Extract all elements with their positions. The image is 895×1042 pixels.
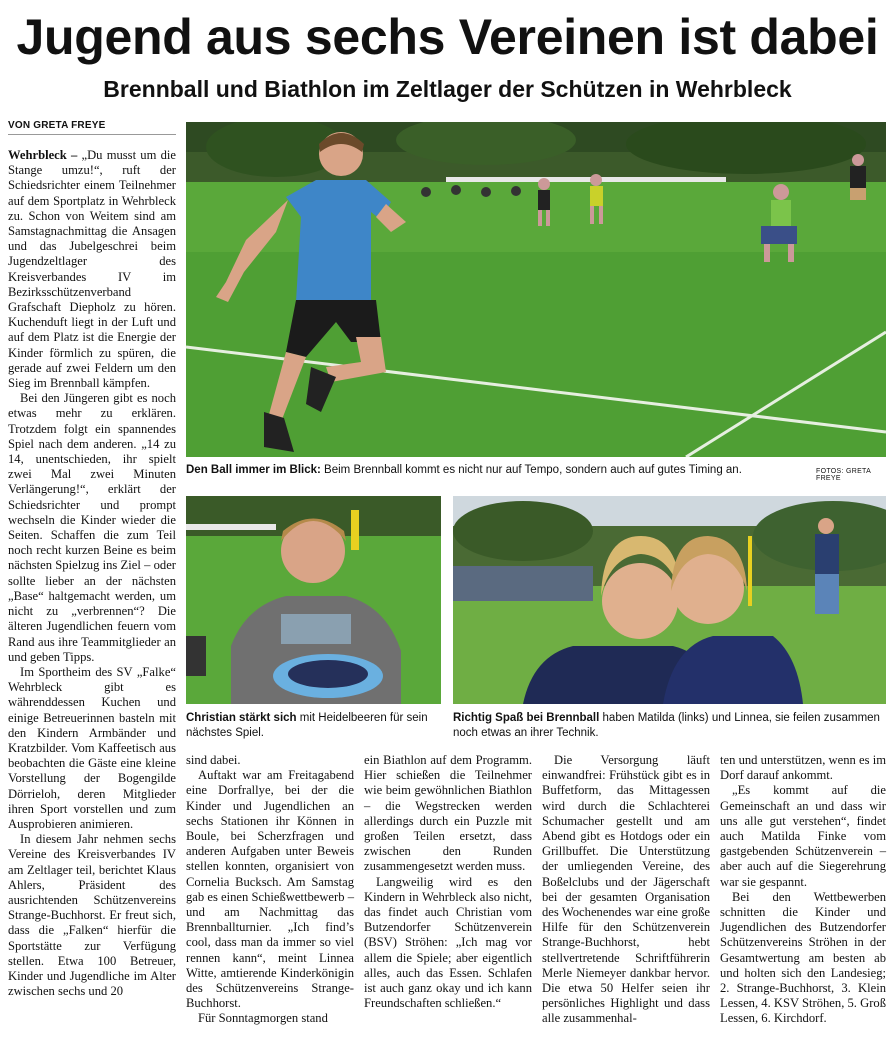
main-photo: [186, 122, 886, 457]
christian-photo-caption: [186, 711, 441, 741]
girls-caption-bold: Richtig Spaß bei Brennball: [453, 712, 600, 724]
paragraph: Bei den Jüngeren gibt es noch etwas mehr zu erklären. Trotzdem folgt ein spannendes Spiel nach dem anderen. „14 zu 14, unentschieden, ihr spielt zwei Mal zwei Minuten Verlängerung!“, erklärt der Schiedsrichter und prompt wechseln die Kinder wieder die Seiten. Schaffen die zum Teil noch recht kurzen Beine es beim nächsten Spielzug ins Ziel – oder sollte lieber an der nächsten „Base“ haltgemacht werden, um nicht zu „verbrennen“? Die älteren Jugendlichen feuern vom Rand aus ihre Teammitglieder an und geben Tipps.: [8, 391, 176, 664]
girls-caption-text: haben Matilda (links) und Linnea, sie feilen zusammen noch etwas an ihrer Technik.: [453, 712, 880, 739]
christian-caption-text: mit Heidelbeeren für sein nächstes Spiel.: [186, 712, 428, 739]
christian-caption-bold: Christian stärkt sich: [186, 712, 297, 724]
main-caption-bold: Den Ball immer im Blick:: [186, 464, 321, 476]
headline: Jugend aus sechs Vereinen ist dabei: [16, 9, 879, 65]
paragraph: „Es kommt auf die Gemeinschaft an und dass wir uns alle gut verstehen“, findet auch Matilda Finke vom gastgebenden Schützenverein – aber auch auf die Siegerehrung war sie gespannt.: [720, 783, 886, 889]
paragraph: [8, 148, 176, 391]
article-column-5: [720, 753, 886, 1027]
article-column-2: [186, 753, 354, 1027]
main-photo-caption: [186, 463, 826, 478]
paragraph: Langweilig wird es den Kindern in Wehrbleck also nicht, das findet auch Christian vom Butzendorfer Schützenverein (BSV) Ströhen: „Ich mag vor allem die Spiele; aber eigentlich alles, auch das Essen. Schlafen ist auch ganz okay und ich kann Freundschaften schließen.“: [364, 874, 532, 1011]
dateline: Wehrbleck –: [8, 148, 78, 162]
byline: VON GRETA FREYE: [8, 120, 176, 135]
article-column-1: [8, 148, 176, 999]
paragraph: Auftakt war am Freitagabend eine Dorfrallye, bei der die Kinder und Jugendlichen an sechs Stationen ihr Können in Boule, bei Scherzfragen und anderen Aufgaben unter Beweis stellen konnten, organisiert von Cornelia Bucksch. Am Samstag gab es einen Schießwettbewerb – und am Nachmittag das Brennballturnier. „Ich find’s cool, dass man da immer so viel rennen kann“, meint Linnea Witte, amtierende Kinderkönigin des Schützenvereins Strange-Buchhorst.: [186, 768, 354, 1011]
paragraph: In diesem Jahr nehmen sechs Vereine des Kreisverbandes IV am Zeltlager teil, berichtet Klaus Ahlers, Präsident des ausrichtenden Schützenvereins Strange-Buchhorst. Er freut sich, dass die „Falken“ hierfür die Sportstätte zur Verfügung stellen. Etwa 100 Betreuer, Kinder und Jugendliche im Alter zwischen sechs und 20: [8, 832, 176, 999]
main-caption-text: Beim Brennball kommt es nicht nur auf Tempo, sondern auch auf gutes Timing an.: [320, 464, 742, 476]
article-column-3: [364, 753, 532, 1011]
subheadline: Brennball und Biathlon im Zeltlager der Schützen in Wehrbleck: [103, 76, 792, 102]
paragraph: ten und unterstützen, wenn es im Dorf darauf ankommt.: [720, 753, 886, 783]
paragraph: Im Sportheim des SV „Falke“ Wehrbleck gibt es währenddessen Kuchen und einige Betreuerinnen basteln mit den Kindern Armbänder und Kratzbilder. Vom Kaffeetisch aus beobachten die Gäste eine kleine Vorstellung der Bogengilde Dörrieloh, deren Mitglieder ihren Sport vorstellen und zum Ausprobieren animieren.: [8, 664, 176, 831]
christian-photo: [186, 496, 441, 704]
article-column-4: [542, 753, 710, 1027]
paragraph: sind dabei.: [186, 753, 241, 767]
girls-photo: [453, 496, 886, 704]
girls-photo-caption: [453, 711, 886, 741]
paragraph: Für Sonntagmorgen stand: [198, 1011, 328, 1026]
paragraph: Bei den Wettbewerben schnitten die Kinder und Jugendlichen des Butzendorfer Schützenvereins Ströhen in der Gesamtwertung am besten ab und holten sich den Landesieg; 2. Strange-Buchhorst, 3. Klein Lessen, 4. KSV Ströhen, 5. Groß Lessen, 6. Kirchdorf.: [720, 889, 886, 1026]
paragraph: Die Versorgung läuft einwandfrei: Frühstück gibt es in Buffetform, das Mittagessen wird durch die Schlachterei Schumacher gestellt und am Abend gibt es Hotdogs oder ein Grillbuffet. Die Unterstützung der umliegenden Vereine, des Boßelclubs und der Jägerschaft bei der gesamten Organisation des Wochenendes war eine große Hilfe für den Schützenverein Strange-Buchhorst, hebt stellvertretende Schriftführerin Merle Niemeyer dankbar hervor. Die etwa 50 Helfer seien ihr persönliches Highlight und dass alle zusammenhal-: [542, 753, 710, 1026]
photo-credit: FOTOS: GRETA FREYE: [816, 468, 871, 482]
paragraph-text: „Du musst um die Stange umzu!“, ruft der Schiedsrichter einem Teilnehmer auf dem Sportplatz in Wehrbleck zu. Schon von Weitem sind am Samstagnachmittag die Ansagen und das Jubelgeschrei beim Jugendzeltlager des Kreisverbandes IV im Bezirksschützenverband Grafschaft Diepholz zu hören. Kuchenduft liegt in der Luft und auf dem Platz ist die Energie der Kinder förmlich zu spüren, die gerade auf zwei Feldern um den Sieg im Brennball kämpfen.: [8, 148, 176, 391]
paragraph: ein Biathlon auf dem Programm. Hier schießen die Teilnehmer wie beim gewöhnlichen Biathlon – die Wegstrecken werden allerdings durch ein Puzzle mit großen Teilen ersetzt, dass zwischen den Runden zusammengesetzt werden muss.: [364, 753, 532, 874]
